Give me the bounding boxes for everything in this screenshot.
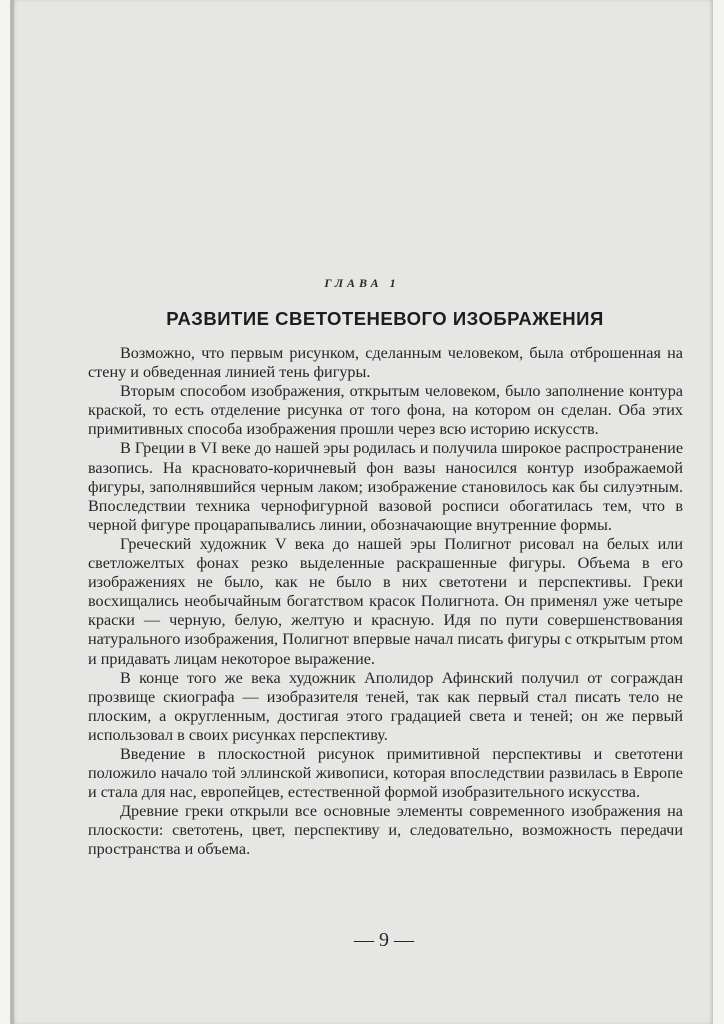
page-binding-edge bbox=[10, 0, 14, 1024]
paragraph: Возможно, что первым рисунком, сделанным человеком, была отброшенная на стену и обведенная линией тень фигуры. bbox=[88, 344, 683, 382]
paragraph: В конце того же века художник Аполидор Афинский получил от сограждан прозвище скиографа — изобразителя теней, так как первый стал писать тело не плоским, а округленным, достигая этого градацией света и теней; он же первый использовал в своих рисунках перспективу. bbox=[88, 668, 683, 744]
paragraph: Древние греки открыли все основные элементы современного изображения на плоскости: светотень, цвет, перспективу и, следовательно, возможность передачи пространства и объема. bbox=[88, 802, 683, 859]
paragraph: Вторым способом изображения, открытым человеком, было заполнение контура краской, то есть отделение рисунка от того фона, на котором он сделан. Оба этих примитивных способа изображения прошли через всю историю искусств. bbox=[88, 382, 683, 439]
chapter-label: ГЛАВА 1 bbox=[324, 276, 400, 290]
chapter-body bbox=[88, 344, 683, 860]
paragraph: Введение в плоскостной рисунок примитивной перспективы и светотени положило начало той эллинской живописи, которая впоследствии развилась в Европе и стала для нас, европейцев, естественной формой изобразительного искусства. bbox=[88, 744, 683, 802]
page-number: — 9 — bbox=[354, 929, 414, 951]
paragraph: В Греции в VI веке до нашей эры родилась и получила широкое распространение вазопись. На красновато-коричневый фон вазы наносился контур изображаемой фигуры, заполнявшийся черным лаком; изображение становилось как бы силуэтным. Впоследствии техника чернофигурной вазовой росписи обогатилась тем, что в черной фигуре процарапывались линии, обозначающие внутренние формы. bbox=[88, 439, 684, 534]
paragraph: Греческий художник V века до нашей эры Полигнот рисовал на белых или светложелтых фонах резко выделенные раскрашенные фигуры. Объема в его изображениях не было, как не было в них светотени и перспективы. Греки восхищались необычайным богатством красок Полигнота. Он применял уже четыре краски — черную, белую, желтую и красную. Идя по пути совершенствования натурального изображения, Полигнот впервые начал писать фигуры с открытым ртом и придавать лицам некоторое выражение. bbox=[88, 534, 683, 668]
chapter-title: РАЗВИТИЕ СВЕТОТЕНЕВОГО ИЗОБРАЖЕНИЯ bbox=[166, 308, 604, 329]
